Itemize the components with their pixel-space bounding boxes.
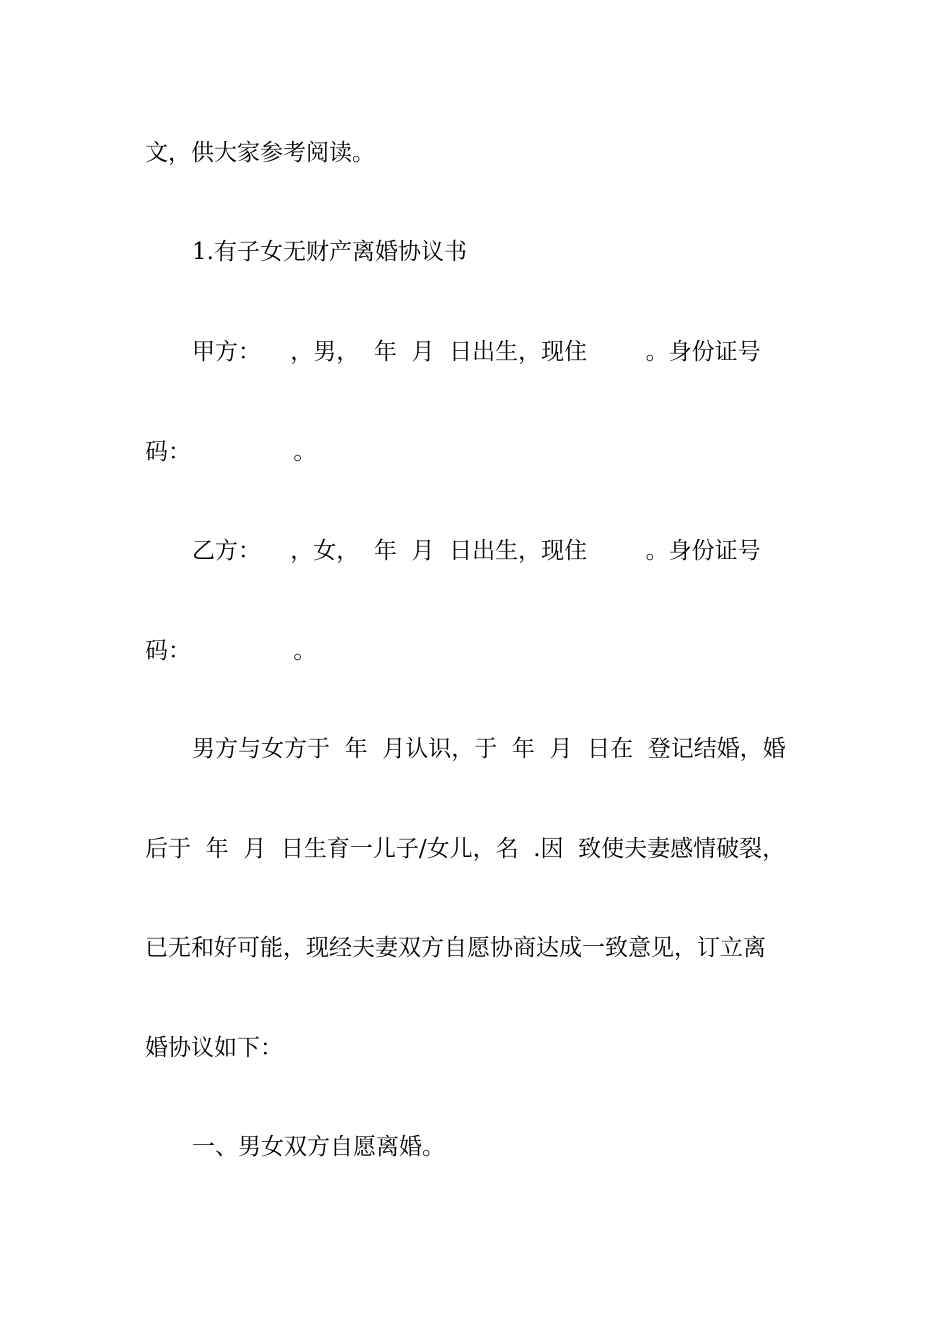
- party-a-line: 甲方： ，男， 年 月 日出生，现住 。身份证号: [192, 339, 761, 365]
- party-a-id-line: 码： 。: [145, 439, 317, 465]
- party-b-id-line: 码： 。: [145, 638, 317, 664]
- text-line: 男方与女方于 年 月认识，于 年 月 日在 登记结婚，婚: [192, 736, 786, 762]
- clause-one: 一、男女双方自愿离婚。: [192, 1134, 445, 1160]
- party-b-line: 乙方： ，女， 年 月 日出生，现住 。身份证号: [192, 538, 761, 564]
- section-heading: 1.有子女无财产离婚协议书: [192, 239, 467, 265]
- text-line: 后于 年 月 日生育一儿子/女儿，名 .因 致使夫妻感情破裂，: [145, 836, 786, 862]
- text-line: 文，供大家参考阅读。: [145, 140, 375, 166]
- text-line: 已无和好可能，现经夫妻双方自愿协商达成一致意见，订立离: [145, 935, 766, 961]
- text-line: 婚协议如下：: [145, 1035, 283, 1061]
